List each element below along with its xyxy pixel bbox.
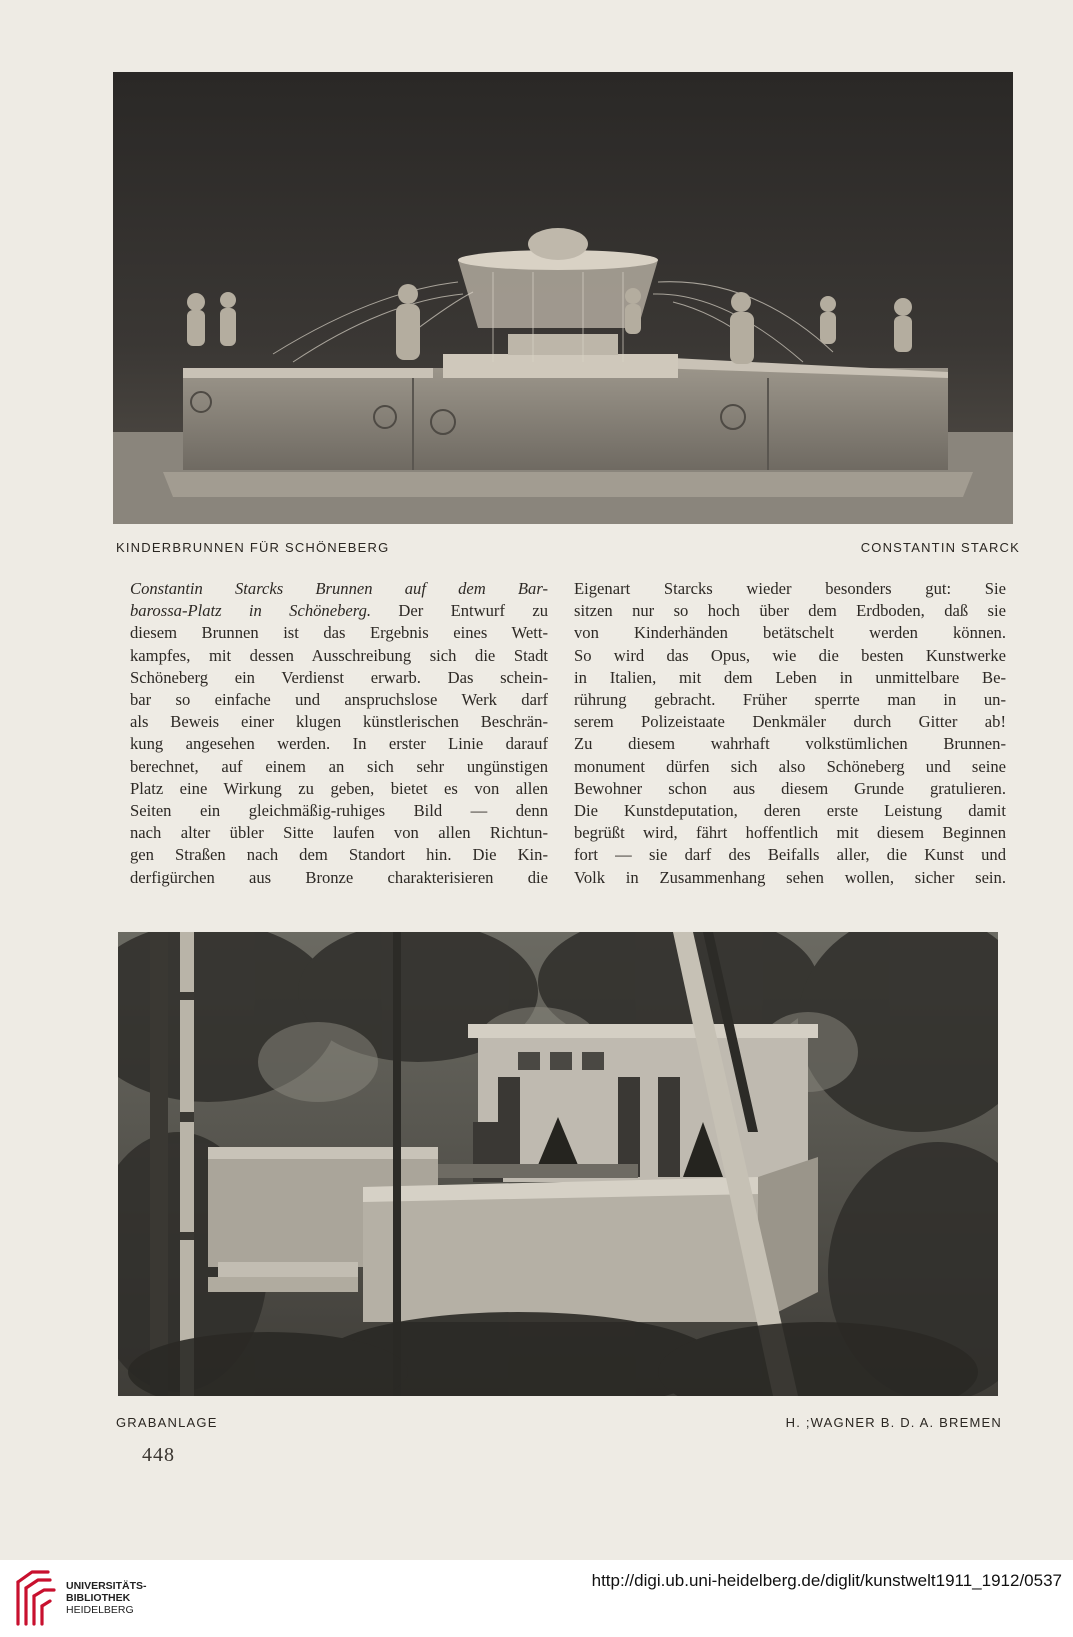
caption-fountain-title: KINDERBRUNNEN FÜR SCHÖNEBERG	[116, 540, 390, 555]
article-line: So wird das Opus, wie die besten Kunstwerke	[574, 645, 1006, 665]
caption-tomb-architect: H. ;WAGNER B. D. A. BREMEN	[785, 1415, 1002, 1430]
article-line: Die Kunstdeputation, deren erste Leistung damit	[574, 801, 1006, 821]
fountain-photo	[113, 72, 1013, 524]
article-line: nach alter übler Sitte laufen von allen Richtun-	[130, 823, 548, 843]
tomb-photo	[118, 932, 998, 1396]
article-line: Eigenart Starcks wieder besonders gut: Sie	[574, 579, 1006, 598]
article-line: in Italien, mit dem Leben in unmittelbare Be-	[574, 667, 1006, 687]
article-line: Platz eine Wirkung zu geben, bietet es von allen	[130, 778, 548, 798]
article-line: gen Straßen nach dem Standort hin. Die Kin-	[130, 845, 548, 865]
caption-tomb-title: GRABANLAGE	[116, 1415, 218, 1430]
article-line: Bewohner schon aus diesem Grunde gratulieren.	[574, 778, 1006, 798]
article-line: kampfes, mit dessen Ausschreibung sich die Stadt	[130, 645, 548, 665]
article-line: Seiten ein gleichmäßig-ruhiges Bild — denn	[130, 801, 548, 821]
article-line: kung angesehen werden. In erster Linie darauf	[130, 734, 548, 754]
library-name-line: UNIVERSITÄTS-	[66, 1580, 147, 1592]
library-name-line: BIBLIOTHEK	[66, 1592, 131, 1604]
article-line: begrüßt wird, fährt hoffentlich mit diesem Beginnen	[574, 823, 1006, 843]
library-footer	[0, 1560, 1073, 1637]
article-line: berechnet, auf einem an sich sehr ungünstigen	[130, 756, 548, 776]
page-number: 448	[142, 1444, 175, 1466]
article-line: rührung gebracht. Früher sperrte man in un-	[574, 690, 1006, 710]
article-line: Constantin Starcks Brunnen auf dem Bar-	[130, 579, 548, 598]
article-line: derfigürchen aus Bronze charakterisieren die	[130, 867, 548, 887]
article-line: als Beweis einer klugen künstlerischen Beschrän-	[130, 712, 548, 732]
library-name	[66, 1580, 147, 1616]
article-line: Schöneberg ein Verdienst erwarb. Das schein-	[130, 667, 548, 687]
article-line: barossa-Platz in Schöneberg. Der Entwurf zu	[130, 601, 548, 621]
caption-fountain-artist: CONSTANTIN STARCK	[860, 540, 1020, 555]
article-line: bar so einfache und anspruchslose Werk darf	[130, 690, 548, 710]
article-line: monument dürfen sich also Schöneberg und seine	[574, 756, 1006, 776]
article-line: Volk in Zusammenhang sehen wollen, sicher sein.	[574, 867, 1006, 887]
library-name-line: HEIDELBERG	[66, 1604, 134, 1616]
article-line: diesem Brunnen ist das Ergebnis eines Wett-	[130, 623, 548, 643]
article-line: sitzen nur so hoch über dem Erdboden, daß sie	[574, 601, 1006, 621]
article-column-right	[574, 578, 1006, 889]
article-line: serem Polizeistaate Denkmäler durch Gitter ab!	[574, 712, 1006, 732]
university-library-logo-icon	[14, 1568, 58, 1628]
article-column-left	[130, 578, 548, 889]
article-line: fort — sie darf des Beifalls aller, die Kunst und	[574, 845, 1006, 865]
article-line: Zu diesem wahrhaft volkstümlichen Brunnen-	[574, 734, 1006, 754]
source-url-link[interactable]: http://digi.ub.uni-heidelberg.de/diglit/kunstwelt1911_1912/0537	[591, 1571, 1062, 1590]
article-line: von Kinderhänden betätschelt werden können.	[574, 623, 1006, 643]
